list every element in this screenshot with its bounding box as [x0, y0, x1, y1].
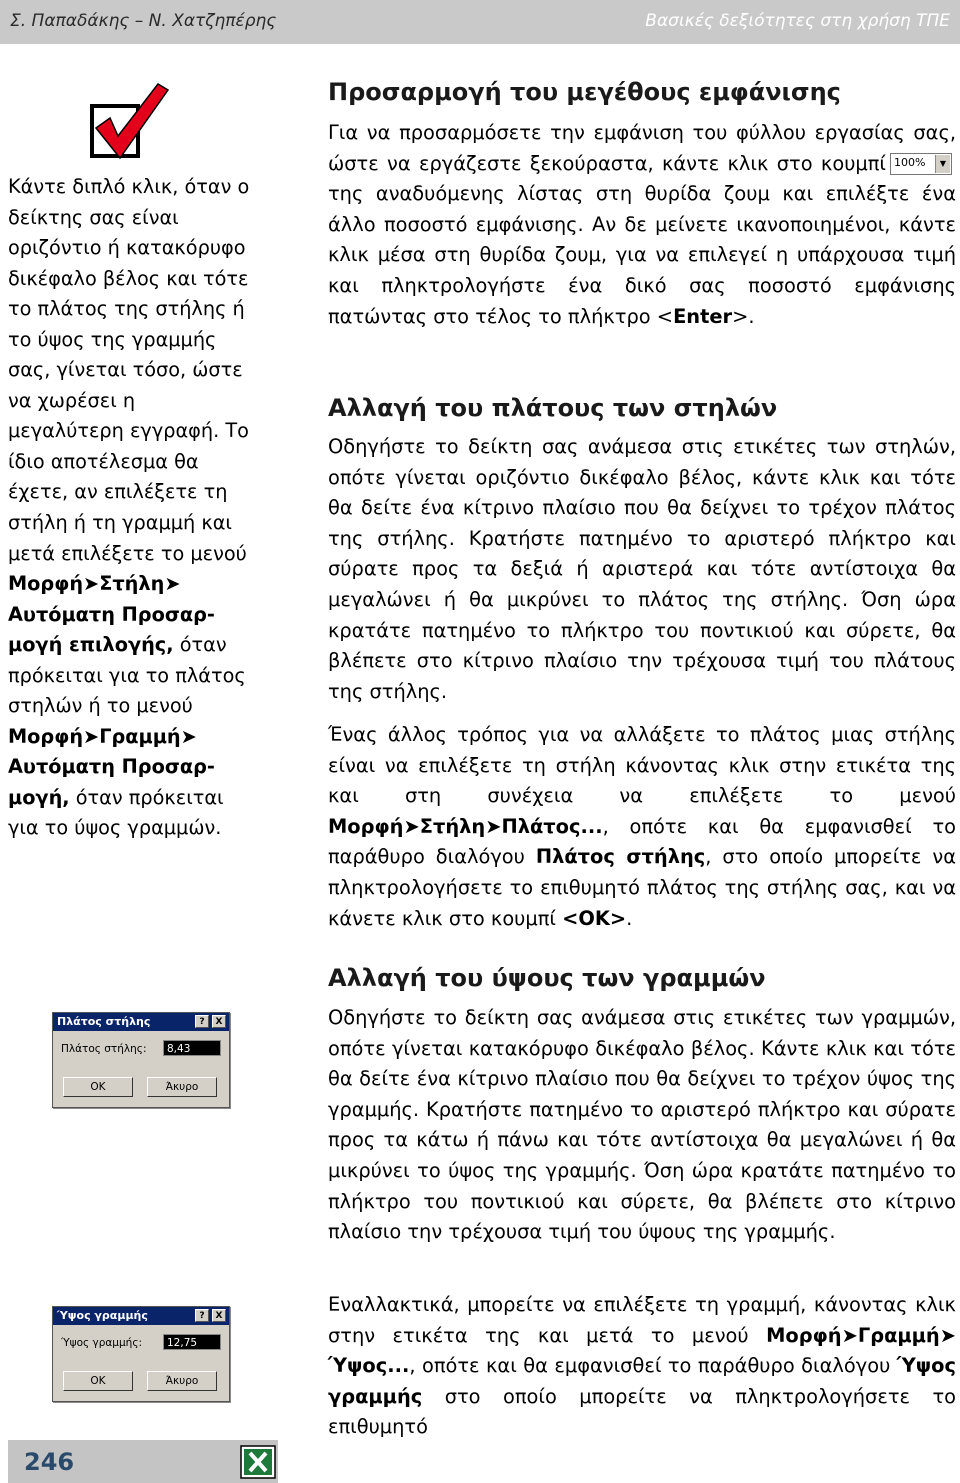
checkmark-icon	[88, 78, 170, 162]
excel-icon	[240, 1445, 276, 1479]
paragraph-text: Εναλλακτικά, μπορείτε να επιλέξετε τη γραμμή, κάνοντας κλικ στην ετικέτα της και μετά το μενού	[328, 1293, 956, 1347]
ok-button[interactable]: OK	[63, 1077, 133, 1097]
header-authors: Σ. Παπαδάκης – Ν. Χατζηπέρης	[10, 11, 277, 31]
page-footer	[8, 1440, 278, 1483]
dialog-title: Ύψος γραμμής	[57, 1309, 148, 1322]
width-input[interactable]: 8,43	[163, 1040, 221, 1056]
heading-row-height: Αλλαγή του ύψους των γραμμών	[328, 964, 766, 992]
paragraph-text: Ένας άλλος τρόπος για να αλλάξετε το πλάτος μιας στήλης είναι να επιλέξετε τη στήλη κάνοντας κλικ στην ετικέτα της και στη συνέχεια να επιλέξετε το μενού	[328, 723, 956, 808]
sidebar-note	[8, 172, 253, 844]
paragraph: Οδηγήστε το δείκτη σας ανάμεσα στις ετικέτες των γραμμών, οπότε γίνεται κατακόρυφο δικέφαλο βέλος. Κάντε κλικ και τότε θα δείτε ένα κίτρινο πλαίσιο που θα δείχνει το τρέχον ύψος της γραμμής. Κρατήστε πατημένο το αριστερό πλήκτρο και σύρατε προς τα κάτω ή πάνω και τότε αντίστοιχα θα μεγαλώνει ή θα μικρύνει το ύψος της γραμμής. Όση ώρα κρατάτε πατημένο το πλήκτρο του ποντικιού και σύρετε, θα βλέπετε στο κίτρινο πλαίσιο την τρέχουσα τιμή του ύψους της γραμμής.	[328, 1006, 956, 1244]
sidebar-text: όταν πρόκειται για το ύψος γραμμών.	[8, 785, 224, 840]
height-label: Ύψος γραμμής:	[61, 1337, 143, 1349]
close-icon[interactable]: X	[212, 1015, 226, 1028]
chevron-down-icon[interactable]: ▼	[935, 155, 950, 173]
section-column-width-body	[328, 432, 956, 707]
header-book-title: Βασικές δεξιότητες στη χρήση ΤΠΕ	[645, 11, 950, 31]
section-row-height-body	[328, 1003, 956, 1248]
page-header	[0, 0, 960, 44]
paragraph-text: >.	[732, 304, 755, 328]
menu-path: Μορφή➤Γραμμή➤ Ύψος...	[328, 1323, 956, 1378]
zoom-combo[interactable]	[890, 153, 952, 175]
cancel-button[interactable]: Άκυρο	[147, 1077, 217, 1097]
dialog-row-height	[52, 1306, 230, 1402]
section-zoom-body	[328, 118, 956, 332]
paragraph-text: , οπότε και θα εμφανισθεί το παράθυρο διαλόγου	[328, 814, 956, 869]
zoom-value: 100%	[894, 156, 926, 170]
paragraph-text: , στο οποίο μπορείτε να πληκτρολογήσετε το επιθυμητό πλάτος της στήλης σας, και να κάνετε κλικ στο κουμπί	[328, 845, 957, 930]
page-number: 246	[24, 1448, 75, 1476]
paragraph-text: της αναδυόμενης λίστας στη θυρίδα ζουμ και επιλέξτε ένα άλλο ποσοστό εμφάνισης. Αν δε μείνετε ικανοποιημένοι, κάντε κλικ μέσα στη θυρίδα ζουμ, για να επιλεγεί η υπάρχουσα τιμή και πληκτρολογήστε ένα δικό σας ποσοστό εμφάνισης πατώντας στο τέλος το πλήκτρο <	[328, 182, 956, 328]
dialog-name: Πλάτος στήλης	[535, 845, 706, 869]
sidebar-text: Κάντε διπλό κλικ, όταν ο δείκτης σας είναι οριζόντιο ή κατακόρυφο δικέφαλο βέλος και τότε το πλάτος της στήλης ή το ύψος της γραμμής σας, γίνεται τόσο, ώστε να χωρέσει η μεγαλύτερη εγγραφή. Το ίδιο αποτέλεσμα θα έχετε, αν επιλέξετε τη στήλη ή τη γραμμή και μετά επιλέξετε το μενού	[8, 175, 250, 565]
ok-key: <OK>	[562, 906, 627, 930]
paragraph-text: .	[626, 906, 633, 930]
dialog-name: Ύψος γραμμής	[328, 1354, 956, 1408]
help-icon[interactable]: ?	[195, 1015, 209, 1028]
ok-button[interactable]: OK	[63, 1371, 133, 1391]
dialog-title-bar	[53, 1013, 229, 1031]
paragraph-text: , οπότε και θα εμφανισθεί το παράθυρο διαλόγου	[409, 1354, 897, 1378]
section-column-width-body-2	[328, 720, 956, 934]
paragraph-text: Για να προσαρμόσετε την εμφάνιση του φύλλου εργασίας σας, ώστε να εργάζεστε ξεκούραστα, κάντε κλικ στο κουμπί	[328, 121, 956, 175]
sidebar-menu-path-column: Μορφή➤Στήλη➤ Αυτόματη Προσαρ- μογή επιλογής,	[8, 572, 215, 657]
dialog-title-bar	[53, 1307, 229, 1325]
close-icon[interactable]: X	[212, 1309, 226, 1322]
paragraph: Οδηγήστε το δείκτη σας ανάμεσα στις ετικέτες των στηλών, οπότε γίνεται οριζόντιο δικέφαλο βέλος, κάντε κλικ και τότε θα δείτε ένα κίτρινο πλαίσιο που θα δείχνει το τρέχον πλάτος της στήλης. Κρατήστε πατημένο το αριστερό πλήκτρο και σύρατε προς τα δεξιά ή αριστερά και τότε αντίστοιχα θα μεγαλώνει ή θα μικρύνει το πλάτος της στήλης. Όση ώρα κρατάτε πατημένο το πλήκτρο του ποντικιού και σύρετε, θα βλέπετε στο κίτρινο πλαίσιο την τρέχουσα τιμή του πλάτους της στήλης.	[328, 435, 956, 703]
key-enter: Enter	[673, 304, 733, 328]
help-icon[interactable]: ?	[195, 1309, 209, 1322]
height-input[interactable]: 12,75	[163, 1334, 221, 1350]
sidebar-menu-path-row: Μορφή➤Γραμμή➤ Αυτόματη Προσαρ- μογή,	[8, 724, 215, 809]
menu-path: Μορφή➤Στήλη➤Πλάτος...	[328, 814, 603, 838]
heading-column-width: Αλλαγή του πλάτους των στηλών	[328, 394, 778, 422]
paragraph-text: στο οποίο μπορείτε να πληκτρολογήσετε το επιθυμητό	[328, 1384, 956, 1439]
width-label: Πλάτος στήλης:	[61, 1043, 147, 1055]
cancel-button[interactable]: Άκυρο	[147, 1371, 217, 1391]
dialog-column-width	[52, 1012, 230, 1108]
section-row-height-body-2	[328, 1290, 956, 1443]
dialog-title: Πλάτος στήλης	[57, 1015, 151, 1028]
sidebar-text: όταν πρόκειται για το πλάτος στηλών ή το μενού	[8, 633, 246, 718]
heading-zoom: Προσαρμογή του μεγέθους εμφάνισης	[328, 78, 841, 106]
